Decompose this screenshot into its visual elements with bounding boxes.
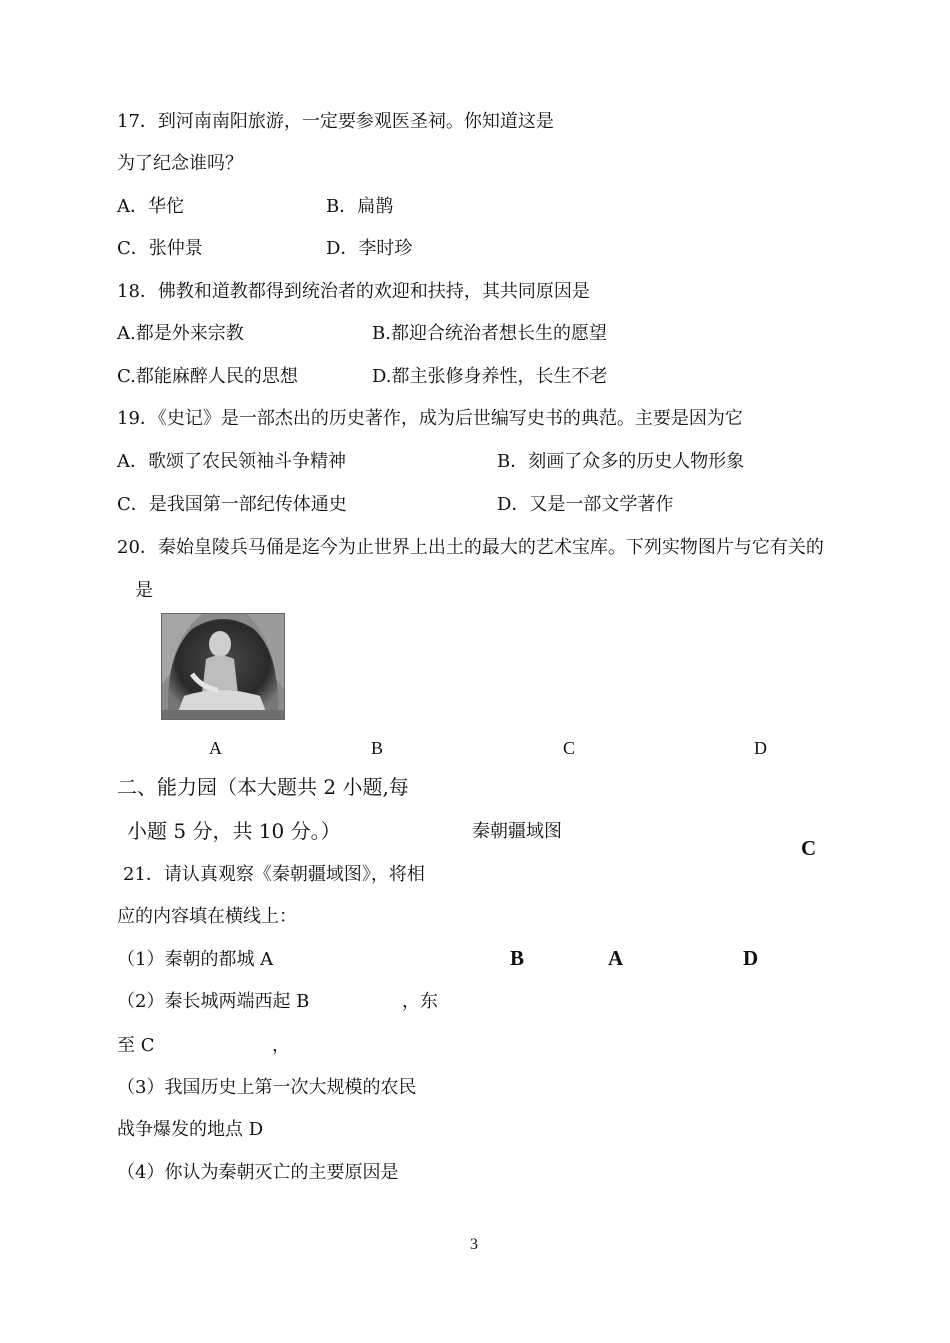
q21-sub4: （4）你认为秦朝灭亡的主要原因是	[117, 1162, 399, 1183]
map-letter-a: A	[608, 946, 624, 970]
q21-sub2-to: 至 C	[117, 1035, 155, 1056]
map-letter-d: D	[743, 946, 759, 970]
map-title: 秦朝疆域图	[472, 821, 562, 842]
section2-heading-line2: 小题 5 分，共 10 分。）	[127, 819, 341, 843]
q19-option-b: B．刻画了众多的历史人物形象	[497, 451, 745, 472]
q17-option-a: A．华佗	[117, 196, 184, 217]
page-number: 3	[470, 1236, 478, 1253]
q19-option-c: C．是我国第一部纪传体通史	[117, 494, 347, 515]
q17-stem-line2: 为了纪念谁吗？	[117, 153, 243, 174]
q17-option-d: D．李时珍	[326, 238, 413, 259]
q20-image-label-b: B	[371, 738, 384, 758]
q21-sub1: （1）秦朝的都城 A	[117, 949, 274, 970]
q20-image-label-a: A	[209, 738, 222, 758]
q21-sub3-line2: 战争爆发的地点 D	[117, 1119, 264, 1140]
q19-option-d: D．又是一部文学著作	[497, 494, 674, 515]
q21-sub2-comma: ，	[272, 1035, 290, 1056]
q21-sub2-east: ，东	[402, 991, 438, 1012]
map-letter-b: B	[510, 946, 525, 970]
q20-stem-line2: 是	[135, 580, 153, 601]
q18-option-b: B.都迎合统治者想长生的愿望	[372, 323, 607, 344]
q17-option-c: C．张仲景	[117, 238, 203, 259]
q20-stem-line1: 20．秦始皇陵兵马俑是迄今为止世界上出土的最大的艺术宝库。下列实物图片与它有关的	[117, 537, 824, 558]
q20-image-label-d: D	[754, 738, 767, 758]
buddha-statue-photo	[161, 613, 285, 720]
q19-option-a: A．歌颂了农民领袖斗争精神	[117, 451, 346, 472]
q21-stem-line1: 21．请认真观察《秦朝疆域图》，将相	[123, 864, 425, 885]
map-letter-c: C	[801, 836, 817, 860]
q20-image-label-c: C	[563, 738, 576, 758]
q18-option-c: C.都能麻醉人民的思想	[117, 366, 298, 387]
q18-stem: 18．佛教和道教都得到统治者的欢迎和扶持，其共同原因是	[117, 281, 590, 302]
q21-sub2-start: （2）秦长城两端西起 B	[117, 991, 310, 1012]
q17-option-b: B．扁鹊	[326, 196, 394, 217]
q21-stem-line2: 应的内容填在横线上：	[117, 906, 297, 927]
q19-stem: 19．《史记》是一部杰出的历史著作，成为后世编写史书的典范。主要是因为它	[117, 408, 743, 429]
q18-option-d: D.都主张修身养性，长生不老	[372, 366, 608, 387]
q17-stem-line1: 17．到河南南阳旅游，一定要参观医圣祠。你知道这是	[117, 111, 554, 132]
q18-option-a: A.都是外来宗教	[117, 323, 244, 344]
section2-heading-line1: 二、能力园（本大题共 2 小题,每	[117, 775, 409, 799]
q21-sub3-line1: （3）我国历史上第一次大规模的农民	[117, 1077, 417, 1098]
